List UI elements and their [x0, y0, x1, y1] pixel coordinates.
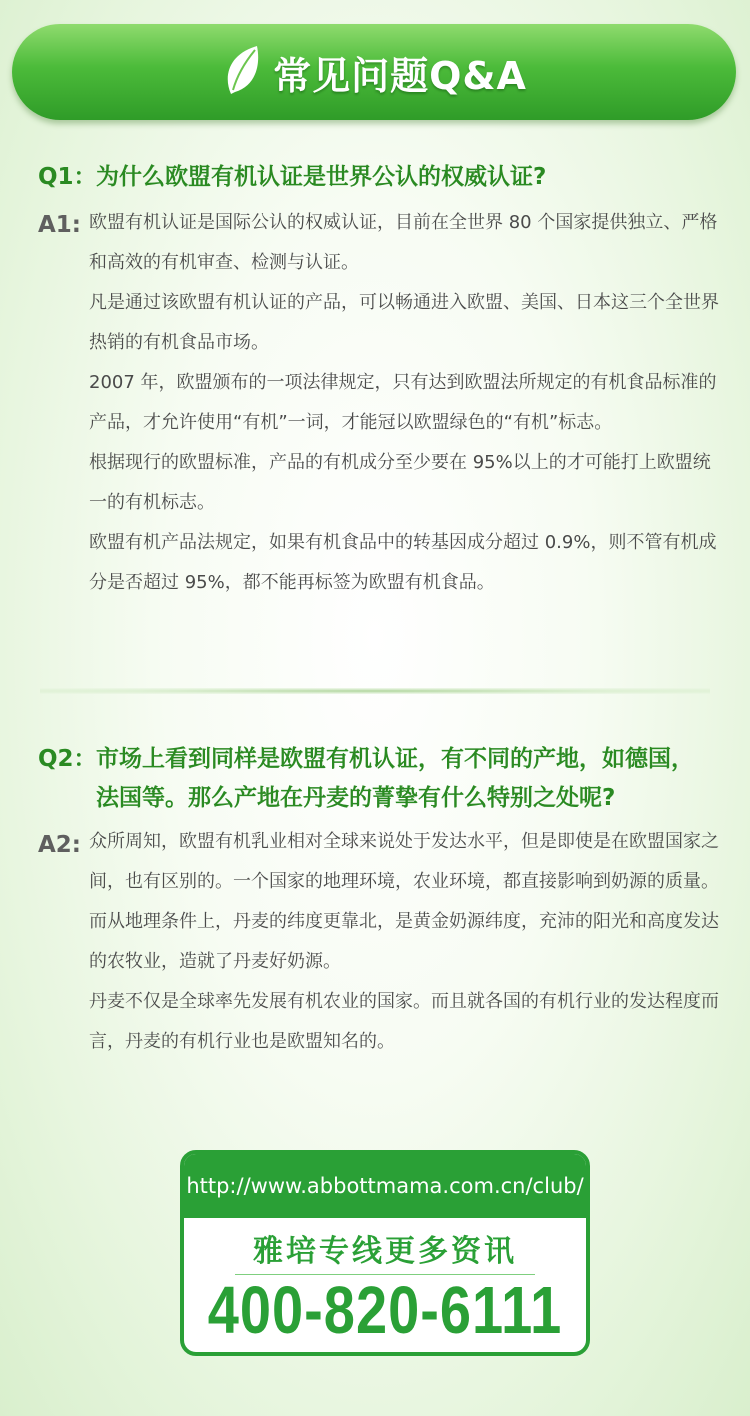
header-banner: [12, 24, 736, 120]
question-1: [38, 158, 546, 197]
question-1-text: 为什么欧盟有机认证是世界公认的权威认证?: [96, 164, 547, 190]
hotline-number[interactable]: 400-820-6111: [207, 1271, 563, 1348]
question-2-text-line2: 法国等。那么产地在丹麦的菁挚有什么特别之处呢?: [96, 785, 616, 811]
answer-1: [89, 203, 721, 603]
question-2-text-line1: 市场上看到同样是欧盟有机认证，有不同的产地，如德国，: [96, 746, 694, 772]
answer-2-paragraph: 众所周知，欧盟有机乳业相对全球来说处于发达水平，但是即使是在欧盟国家之间，也有区别的。一个国家的地理环境，农业环境，都直接影响到奶源的质量。: [89, 831, 719, 892]
answer-1-paragraph: 欧盟有机认证是国际公认的权威认证，目前在全世界 80 个国家提供独立、严格和高效的有机审查、检测与认证。: [89, 212, 718, 273]
answer-1-paragraph: 凡是通过该欧盟有机认证的产品，可以畅通进入欧盟、美国、日本这三个全世界热销的有机食品市场。: [89, 292, 719, 353]
page-title: 常见问题Q&A: [273, 53, 527, 98]
question-2-label: Q2：: [38, 746, 97, 772]
question-2: [38, 740, 694, 818]
answer-2: [89, 822, 721, 1062]
section-divider: [40, 688, 710, 694]
answer-1-paragraph: 欧盟有机产品法规定，如果有机食品中的转基因成分超过 0.9%，则不管有机成分是否超过 95%，都不能再标签为欧盟有机食品。: [89, 532, 717, 593]
website-url[interactable]: http://www.abbottmama.com.cn/club/: [184, 1154, 586, 1218]
answer-1-paragraph: 根据现行的欧盟标准，产品的有机成分至少要在 95%以上的才可能打上欧盟统一的有机标志。: [89, 452, 711, 513]
answer-2-paragraph: 而从地理条件上，丹麦的纬度更靠北，是黄金奶源纬度，充沛的阳光和高度发达的农牧业，造就了丹麦好奶源。: [89, 911, 719, 972]
leaf-icon: [221, 42, 265, 98]
answer-1-paragraph: 2007 年，欧盟颁布的一项法律规定，只有达到欧盟法所规定的有机食品标准的产品，才允许使用“有机”一词，才能冠以欧盟绿色的“有机”标志。: [89, 372, 717, 433]
contact-box: [180, 1150, 590, 1356]
question-1-label: Q1：: [38, 164, 97, 190]
answer-1-label: A1:: [38, 212, 82, 238]
hotline-slogan: 雅培专线更多资讯: [253, 1234, 517, 1269]
answer-2-label: A2:: [38, 832, 82, 858]
answer-2-paragraph: 丹麦不仅是全球率先发展有机农业的国家。而且就各国的有机行业的发达程度而言，丹麦的有机行业也是欧盟知名的。: [89, 991, 719, 1052]
